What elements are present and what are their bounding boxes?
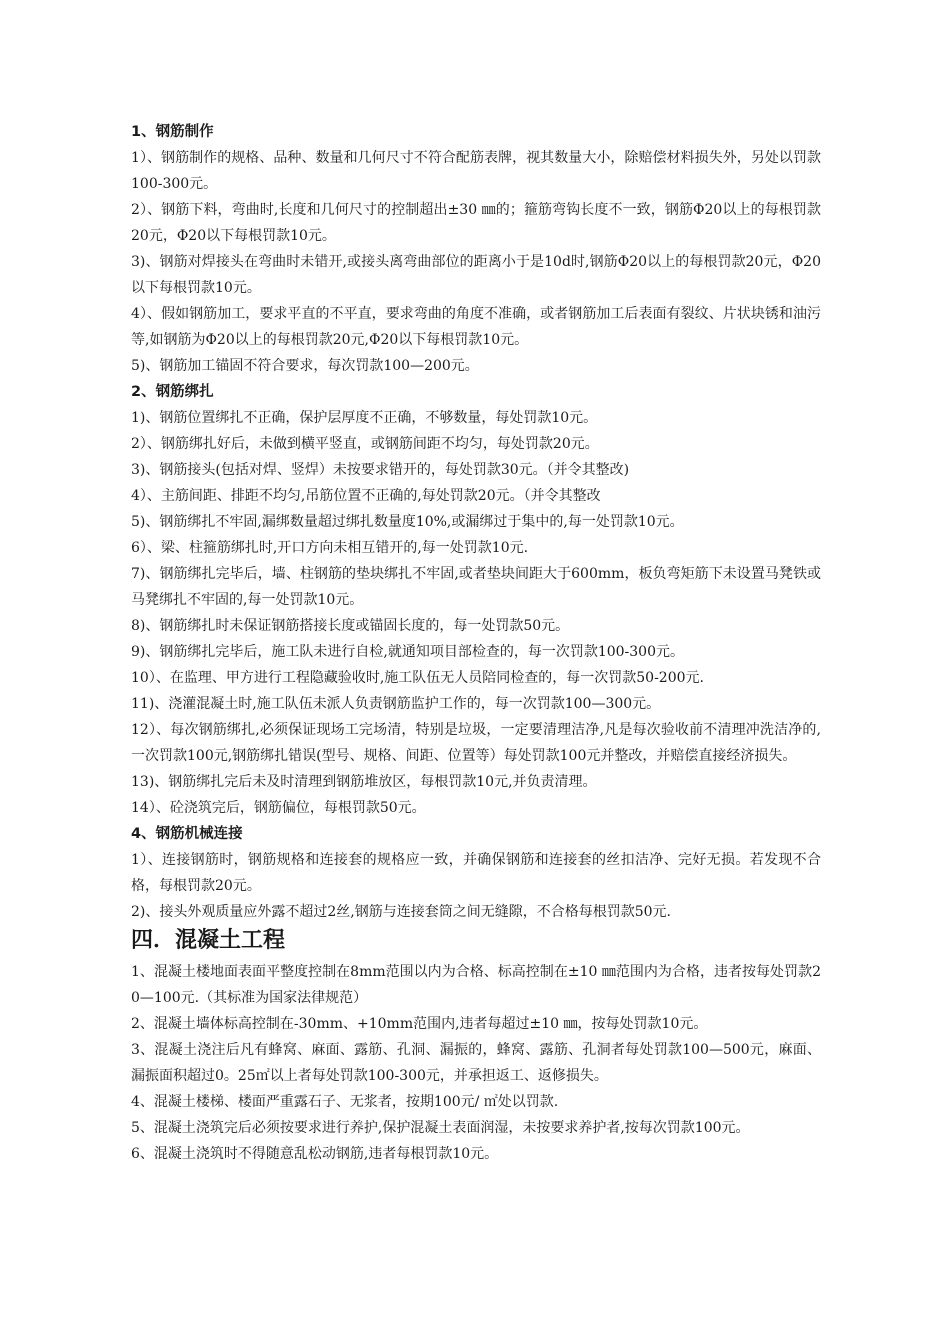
paragraph-2-12: 12）、每次钢筋绑扎,必须保证现场工完场清，特别是垃圾，一定要清理洁净,凡是每次验收前不清理冲洗洁净的,一次罚款100元,钢筋绑扎错误(型号、规格、间距、位置等）每处罚款100元并整改，并赔偿直接经济损失。: [131, 722, 821, 764]
paragraph-2-14: 14）、砼浇筑完后，钢筋偏位，每根罚款50元。: [131, 800, 426, 816]
concrete-paragraph-5: 5、混凝土浇筑完后必须按要求进行养护,保护混凝土表面润湿，未按要求养护者,按每次罚款100元。: [131, 1120, 750, 1136]
paragraph-2-9: 9)、钢筋绑扎完毕后，施工队未进行自检,就通知项目部检查的，每一次罚款100-300元。: [131, 644, 684, 660]
paragraph-2-1: 1)、钢筋位置绑扎不正确，保护层厚度不正确，不够数量，每处罚款10元。: [131, 410, 598, 426]
paragraph-2-5: 5)、钢筋绑扎不牢固,漏绑数量超过绑扎数量度10%,或漏绑过于集中的,每一处罚款10元。: [131, 514, 684, 530]
paragraph-2-11: 11)、浇灌混凝土时,施工队伍未派人负责钢筋监护工作的，每一次罚款100—300元。: [131, 696, 661, 712]
paragraph-2-10: 10）、在监理、甲方进行工程隐藏验收时,施工队伍无人员陪同检查的，每一次罚款50-200元.: [131, 670, 704, 686]
paragraph-2-4: 4）、主筋间距、排距不均匀,吊筋位置不正确的,每处罚款20元。（并令其整改: [131, 488, 601, 504]
paragraph-2-7: 7)、钢筋绑扎完毕后，墙、柱钢筋的垫块绑扎不牢固,或者垫块间距大于600mm，板负弯矩筋下未设置马凳铁或马凳绑扎不牢固的,每一处罚款10元。: [131, 566, 821, 608]
document-page: [131, 119, 821, 1167]
paragraph-1-4: 4）、假如钢筋加工，要求平直的不平直，要求弯曲的角度不准确，或者钢筋加工后表面有裂纹、片状块锈和油污等,如钢筋为Φ20以上的每根罚款20元,Φ20以下每根罚款10元。: [131, 306, 821, 348]
paragraph-4-1: 1）、连接钢筋时，钢筋规格和连接套的规格应一致，并确保钢筋和连接套的丝扣洁净、完好无损。若发现不合格，每根罚款20元。: [131, 852, 821, 894]
concrete-paragraph-6: 6、混凝土浇筑时不得随意乱松动钢筋,违者每根罚款10元。: [131, 1146, 499, 1162]
paragraph-2-6: 6）、梁、柱箍筋绑扎时,开口方向未相互错开的,每一处罚款10元.: [131, 540, 529, 556]
concrete-paragraph-1: 1、混凝土楼地面表面平整度控制在8mm范围以内为合格、标高控制在±10 ㎜范围内为合格，违者按每处罚款20—100元.（其标准为国家法律规范）: [131, 964, 821, 1006]
paragraph-1-1: 1）、钢筋制作的规格、品种、数量和几何尺寸不符合配筋表牌，视其数量大小，除赔偿材料损失外，另处以罚款100-300元。: [131, 150, 821, 192]
paragraph-4-2: 2)、接头外观质量应外露不超过2丝,钢筋与连接套筒之间无缝隙，不合格每根罚款50元.: [131, 904, 671, 920]
concrete-paragraph-4: 4、混凝土楼梯、楼面严重露石子、无浆者，按期100元/ ㎡处以罚款.: [131, 1094, 559, 1110]
concrete-paragraph-3: 3、混凝土浇注后凡有蜂窝、麻面、露筋、孔洞、漏振的，蜂窝、露筋、孔洞者每处罚款100—500元，麻面、漏振面积超过0。25㎡以上者每处罚款100-300元，并承担返工、返修损失。: [131, 1042, 821, 1084]
paragraph-1-2: 2）、钢筋下料，弯曲时,长度和几何尺寸的控制超出±30 ㎜的；箍筋弯钩长度不一致，钢筋Φ20以上的每根罚款20元，Φ20以下每根罚款10元。: [131, 202, 821, 244]
paragraph-2-8: 8)、钢筋绑扎时未保证钢筋搭接长度或锚固长度的，每一处罚款50元。: [131, 618, 570, 634]
paragraph-1-3: 3)、钢筋对焊接头在弯曲时未错开,或接头离弯曲部位的距离小于是10d时,钢筋Φ20以上的每根罚款20元，Φ20以下每根罚款10元。: [131, 254, 821, 296]
section-heading-rebar-fabrication: 1、钢筋制作: [131, 124, 214, 140]
section-heading-rebar-binding: 2、钢筋绑扎: [131, 384, 214, 400]
paragraph-1-5: 5)、钢筋加工锚固不符合要求，每次罚款100—200元。: [131, 358, 479, 374]
concrete-paragraph-2: 2、混凝土墙体标高控制在-30mm、+10mm范围内,违者每超过±10 ㎜，按每处罚款10元。: [131, 1016, 708, 1032]
paragraph-2-13: 13)、钢筋绑扎完后未及时清理到钢筋堆放区，每根罚款10元,并负责清理。: [131, 774, 597, 790]
paragraph-2-3: 3)、钢筋接头(包括对焊、竖焊）未按要求错开的，每处罚款30元。（并令其整改): [131, 462, 630, 478]
paragraph-2-2: 2）、钢筋绑扎好后，未做到横平竖直，或钢筋间距不均匀，每处罚款20元。: [131, 436, 599, 452]
section-heading-mechanical-connection: 4、钢筋机械连接: [131, 826, 243, 842]
chapter-heading-concrete: 四．混凝土工程: [131, 928, 286, 953]
